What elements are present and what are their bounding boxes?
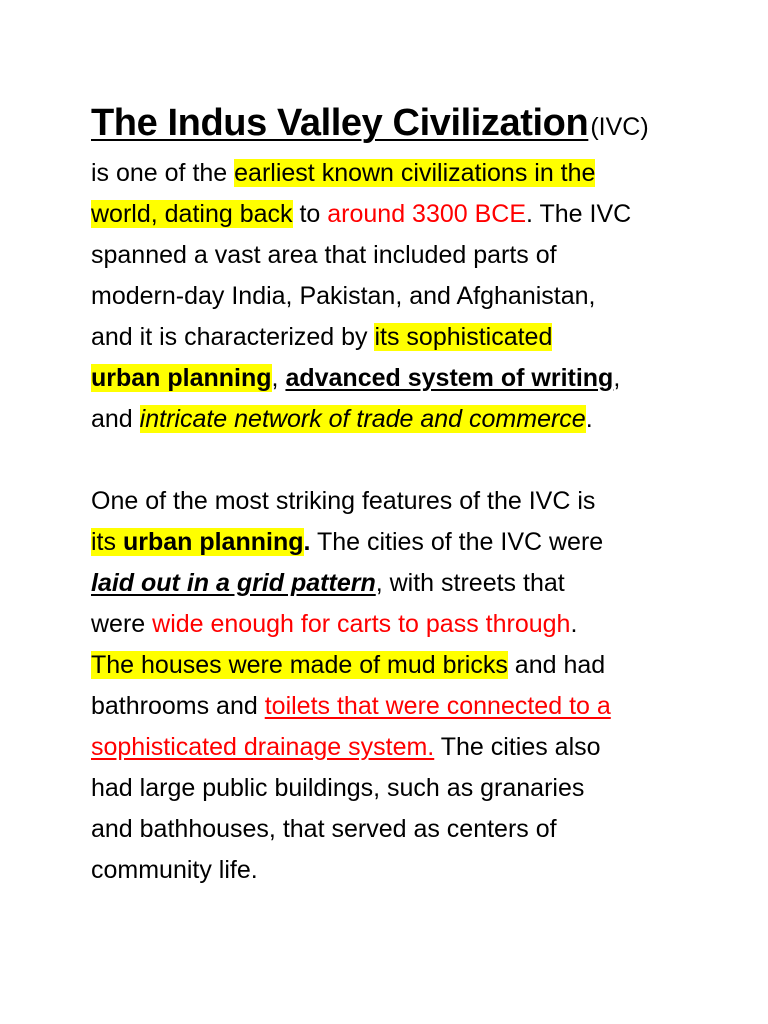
text-line (91, 522, 691, 563)
highlighted-bold-text: urban planning (122, 528, 304, 556)
text-run: bathrooms and (91, 692, 265, 720)
text-run: . (585, 405, 593, 433)
text-run: , (271, 364, 286, 392)
text-run: and (91, 405, 140, 433)
highlighted-text: its sophisticated (374, 323, 553, 351)
bold-italic-underlined-text: laid out in a grid pattern (91, 569, 376, 597)
paragraph-intro (91, 153, 691, 440)
text-line: modern-day India, Pakistan, and Afghanistan, (91, 282, 596, 310)
text-line (91, 686, 691, 727)
red-underlined-text: sophisticated drainage system. (91, 733, 435, 761)
text-line: spanned a vast area that included parts of (91, 241, 557, 269)
text-line (91, 358, 691, 399)
text-run: and it is characterized by (91, 323, 375, 351)
red-text: wide enough for carts to pass through (152, 610, 571, 638)
highlighted-italic-text: intricate network of trade and commerce (139, 405, 586, 433)
highlighted-text: The houses were made of mud bricks (91, 651, 508, 679)
text-line (91, 645, 691, 686)
document-body (91, 98, 691, 891)
text-run: . (570, 610, 578, 638)
text-line: community life. (91, 856, 258, 884)
red-underlined-text: toilets that were connected to a (264, 692, 611, 720)
red-text: around 3300 BCE (327, 200, 527, 228)
text-run: The cities of the IVC were (310, 528, 604, 556)
highlighted-text: earliest known civilizations in the (234, 159, 596, 187)
text-run: . The IVC (526, 200, 632, 228)
text-run: is one of the (91, 159, 235, 187)
text-line (91, 399, 691, 440)
title-abbreviation: (IVC) (590, 113, 649, 141)
bold-underlined-text: advanced system of writing (285, 364, 614, 392)
highlighted-bold-text: urban planning (91, 364, 272, 392)
text-run: , with streets that (375, 569, 565, 597)
highlighted-text: its (91, 528, 123, 556)
text-run: and had (507, 651, 606, 679)
text-line (91, 604, 691, 645)
text-run: were (91, 610, 153, 638)
text-line: had large public buildings, such as granaries (91, 774, 585, 802)
text-line: and bathhouses, that served as centers of (91, 815, 557, 843)
text-line: One of the most striking features of the IVC is (91, 487, 596, 515)
text-line (91, 563, 691, 604)
text-run: , (613, 364, 621, 392)
highlighted-text: world, dating back (91, 200, 293, 228)
text-run: The cities also (434, 733, 601, 761)
text-line (91, 153, 691, 194)
text-line (91, 194, 691, 235)
heading (91, 98, 691, 148)
page-title: The Indus Valley Civilization (91, 102, 589, 144)
bold-text: . (303, 528, 311, 556)
text-line (91, 727, 691, 768)
paragraph-urban-planning (91, 481, 691, 891)
text-line (91, 317, 691, 358)
text-run: to (292, 200, 328, 228)
